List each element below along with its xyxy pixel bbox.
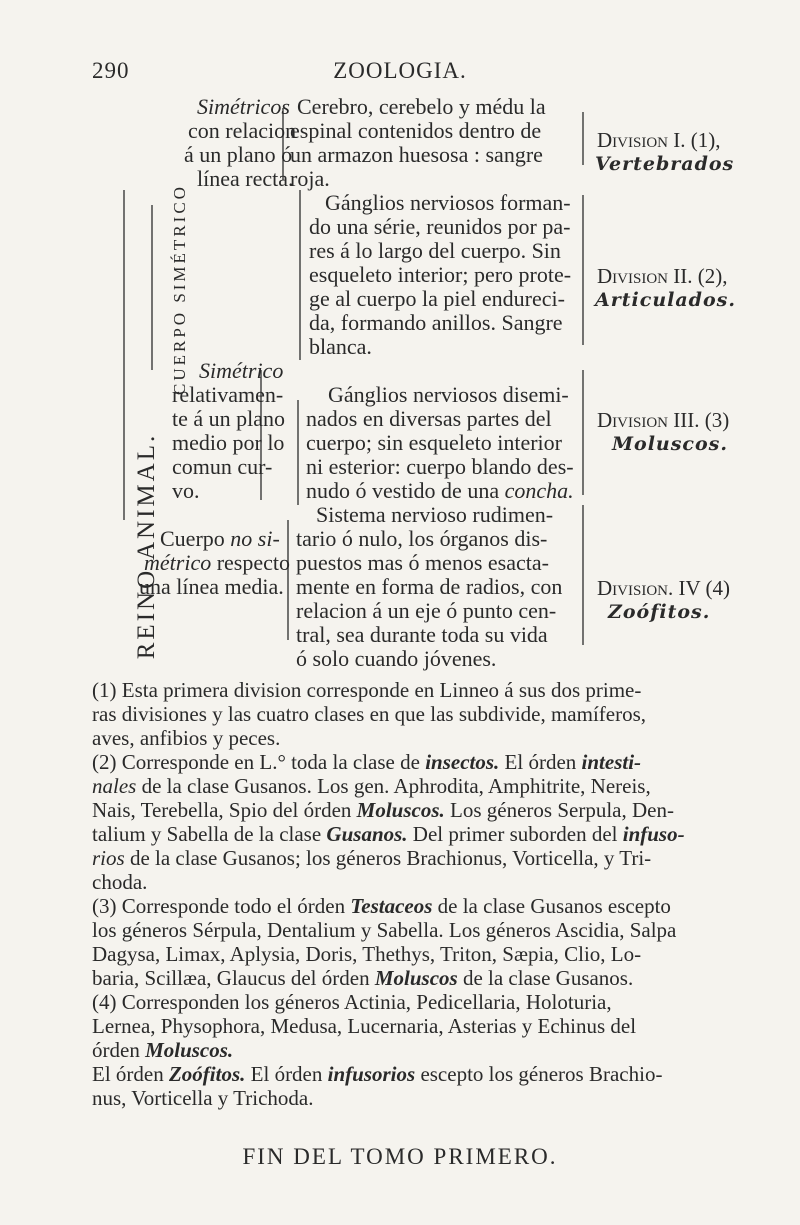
div4-desc-line: tario ó nulo, los órganos dis- [296, 526, 548, 551]
simetricos-line: con relacion [188, 118, 297, 143]
div4-desc-line: puestos mas ó menos esacta- [296, 550, 549, 575]
div1-desc-line: Cerebro, cerebelo y médu la [297, 94, 546, 119]
simetrico-rel-line: te á un plano [172, 406, 286, 431]
nosim-line: Cuerpo no si- [160, 526, 280, 551]
div2-desc-line: do una série, reunidos por pa- [309, 214, 571, 239]
simetricos-title: Simétricos [197, 94, 290, 119]
simetrico-rel-title: Simétrico [199, 358, 284, 383]
footnote-3: (3) Corresponde todo el órden Testaceos de la clase Gusanos escepto los géneros Sérpula, Dentalium y Sabella. Los géneros Ascidia, Salpa Dagysa, Limax, Aplysia, Doris, Thethys, Triton, Sæpia, Clio, Lo- baria, Scillæa, Glaucus del órden Moluscos de la clase Gusanos. [92, 894, 677, 990]
div3-desc-line: ni esterior: cuerpo blando des- [306, 454, 574, 479]
division-label: Division. IV (4) [597, 576, 731, 600]
footnote-5: El órden Zoófitos. El órden infusorios escepto los géneros Brachio- nus, Vorticella y Trichoda. [92, 1062, 663, 1110]
division-label: Division II. (2), [597, 264, 728, 288]
division-name: Zoófitos. [608, 601, 711, 623]
kingdom-label: REINO ANIMAL. [133, 432, 160, 660]
div2-desc-line: Gánglios nerviosos forman- [325, 190, 571, 215]
div4-desc-line: relacion á un eje ó punto cen- [296, 598, 557, 623]
div4-desc-line: tral, sea durante toda su vida [296, 622, 548, 647]
footnote-2: (2) Corresponde en L.° toda la clase de insectos. El órden intesti- nales de la clase Gusanos. Los gen. Aphrodita, Amphitrite, Nereis, Nais, Terebella, Spio del órden Moluscos. Los géneros Serpula, Den- talium y Sabella de la clase Gusanos. Del primer suborden del infuso- rios de la clase Gusanos; los géneros Brachionus, Vorticella, y Tri- choda. [92, 750, 685, 894]
running-title: ZOOLOGIA. [333, 58, 467, 83]
div4-desc-line: ó solo cuando jóvenes. [296, 646, 497, 671]
div2-desc-line: da, formando anillos. Sangre [309, 310, 563, 335]
div3-desc-line: nudo ó vestido de una concha. [306, 478, 574, 503]
footnote-1: (1) Esta primera division corresponde en Linneo á sus dos prime- ras divisiones y las cuatro clases en que las subdivide, mamíferos, aves, anfibios y peces. [92, 678, 647, 750]
simetrico-rel-line: medio por lo [172, 430, 285, 455]
footnote-4: (4) Corresponden los géneros Actinia, Pedicellaria, Holoturia, Lernea, Physophora, Medusa, Lucernaria, Asterias y Echinus del órden Moluscos. [92, 990, 637, 1062]
page-number: 290 [92, 58, 130, 83]
simetricos-line: á un plano ó [184, 142, 293, 167]
division-name: Moluscos. [612, 433, 728, 455]
div1-desc-line: un armazon huesosa : sangre [290, 142, 543, 167]
div2-desc-line: esqueleto interior; pero prote- [309, 262, 572, 287]
simetrico-rel-line: vo. [172, 478, 200, 503]
div2-desc-line: ge al cuerpo la piel endureci- [309, 286, 565, 311]
division-label: Division I. (1), [597, 128, 721, 152]
simetrico-rel-line: comun cur- [172, 454, 273, 479]
division-name: Articulados. [595, 289, 736, 311]
simetrico-rel-line: relativamen- [172, 382, 284, 407]
division-label: Division III. (3) [597, 408, 730, 432]
div3-desc-line: nados en diversas partes del [306, 406, 552, 431]
division-name: Vertebrados [595, 153, 735, 175]
simetricos-line: línea recta. [197, 166, 294, 191]
div3-desc-line: cuerpo; sin esqueleto interior [306, 430, 562, 455]
div1-desc-line: espinal contenidos dentro de [290, 118, 542, 143]
div2-desc-line: blanca. [309, 334, 372, 359]
nosim-line: métrico respecto [144, 550, 290, 575]
closing-line: FIN DEL TOMO PRIMERO. [242, 1144, 558, 1169]
body-label: CUERPO SIMÉTRICO [170, 184, 189, 395]
div4-desc-line: Sistema nervioso rudimen- [316, 502, 554, 527]
div1-desc-line: roja. [290, 166, 330, 191]
div3-desc-line: Gánglios nerviosos disemi- [328, 382, 569, 407]
nosim-line: una línea media. [139, 574, 284, 599]
div2-desc-line: res á lo largo del cuerpo. Sin [309, 238, 561, 263]
div4-desc-line: mente en forma de radios, con [296, 574, 563, 599]
